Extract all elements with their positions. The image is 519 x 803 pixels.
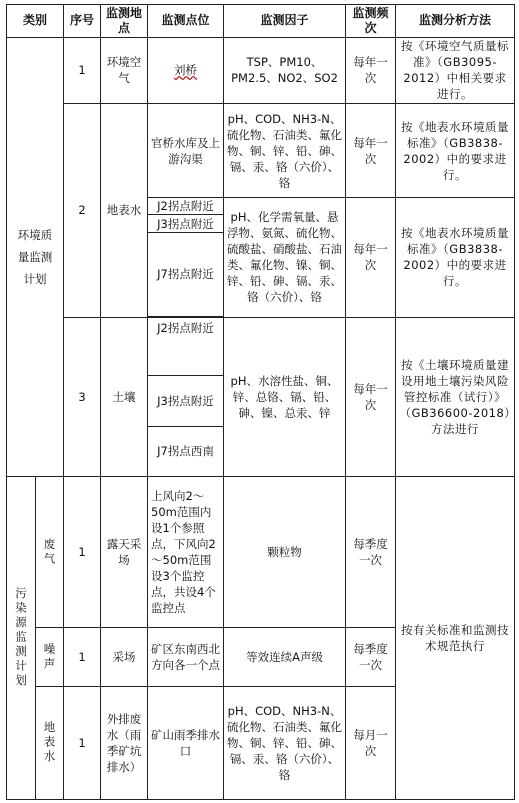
header-frequency: 监测频次 <box>346 5 396 38</box>
site-cell: 官桥水库及上游沟渠 <box>148 104 224 198</box>
factors-cell: pH、COD、NH3-N、硫化物、石油类、氟化物、铜、锌、铅、砷、镉、汞、铬（六价）、铬 <box>224 104 346 198</box>
factors-cell: TSP、PM10、PM2.5、NO2、SO2 <box>224 37 346 103</box>
header-method: 监测分析方法 <box>396 5 515 38</box>
frequency-cell: 每季度一次 <box>346 628 396 687</box>
site-text: 刘桥 <box>174 63 198 78</box>
serial-cell: 1 <box>64 628 101 687</box>
location-cell: 土壤 <box>101 317 148 476</box>
sub-category-cell: 噪声 <box>36 628 64 687</box>
frequency-cell: 每季度一次 <box>346 476 396 627</box>
site-cell: J3拐点附近 <box>148 215 224 232</box>
frequency-cell: 每月一次 <box>346 687 396 800</box>
header-factors: 监测因子 <box>224 5 346 38</box>
method-cell: 按《土壤环境质量建设用地土壤污染风险管控标准（试行）》（GB36600-2018）方法进行 <box>396 317 515 476</box>
location-cell: 外排废水（雨季矿坑排水） <box>101 687 148 800</box>
frequency-cell: 每年一次 <box>346 37 396 103</box>
serial-cell: 2 <box>64 104 101 318</box>
frequency-cell: 每年一次 <box>346 104 396 198</box>
serial-cell: 3 <box>64 317 101 476</box>
method-cell: 按《地表水环境质量标准》（GB3838-2002）中的要求进行。 <box>396 198 515 318</box>
monitoring-plan-table <box>6 4 515 800</box>
table-row <box>7 317 515 375</box>
serial-cell: 1 <box>64 687 101 800</box>
site-cell: J3拐点附近 <box>148 375 224 426</box>
header-row <box>7 5 515 38</box>
site-cell: J7拐点附近 <box>148 232 224 316</box>
site-cell: J2拐点附近 <box>148 198 224 215</box>
env-plan-label <box>7 37 64 476</box>
header-category: 类别 <box>7 5 64 38</box>
location-cell: 采场 <box>101 628 148 687</box>
sub-category-cell: 地表水 <box>36 687 64 800</box>
method-cell: 按《地表水环境质量标准》（GB3838-2002）中的要求进行。 <box>396 104 515 198</box>
site-cell: 矿山雨季排水口 <box>148 687 224 800</box>
sub-category-cell: 废气 <box>36 476 64 627</box>
header-location: 监测地点 <box>101 5 148 38</box>
env-plan-label-text: 环境质量监测计划 <box>17 227 53 286</box>
table-row <box>7 37 515 103</box>
site-cell <box>148 37 224 103</box>
header-site: 监测点位 <box>148 5 224 38</box>
pollution-plan-label: 污染源监测计划 <box>7 476 36 799</box>
table-row <box>7 476 515 627</box>
site-cell: J7拐点西南 <box>148 426 224 476</box>
frequency-cell: 每年一次 <box>346 198 396 318</box>
method-cell: 按《环境空气质量标准》（GB3095-2012）中相关要求进行。 <box>396 37 515 103</box>
site-cell: J2拐点附近 <box>148 317 224 375</box>
frequency-cell: 每年一次 <box>346 317 396 476</box>
site-cell: 上风向2～50m范围内设1个参照点，下风向2～50m范围设3个监控点，共设4个监控点 <box>148 476 224 627</box>
header-serial: 序号 <box>64 5 101 38</box>
serial-cell: 1 <box>64 37 101 103</box>
factors-cell: pH、水溶性盐、铜、锌、总铬、镉、铅、砷、镍、总汞、锌 <box>224 317 346 476</box>
method-cell: 按有关标准和监测技术规范执行 <box>396 476 515 799</box>
factors-cell: pH、COD、NH3-N、硫化物、石油类、氟化物、铜、锌、铅、砷、镉、汞、铬（六价）、铬 <box>224 687 346 800</box>
factors-cell: 等效连续A声级 <box>224 628 346 687</box>
table-row <box>7 104 515 198</box>
factors-cell: pH、化学需氧量、悬浮物、氨氮、硫化物、硫酸盐、硝酸盐、石油类、氟化物、镍、铜、锌、铅、砷、镉、汞、铬（六价）、铬 <box>224 198 346 318</box>
location-cell: 地表水 <box>101 104 148 318</box>
location-cell: 环境空气 <box>101 37 148 103</box>
serial-cell: 1 <box>64 476 101 627</box>
location-cell: 露天采场 <box>101 476 148 627</box>
site-cell: 矿区东南西北方向各一个点 <box>148 628 224 687</box>
factors-cell: 颗粒物 <box>224 476 346 627</box>
